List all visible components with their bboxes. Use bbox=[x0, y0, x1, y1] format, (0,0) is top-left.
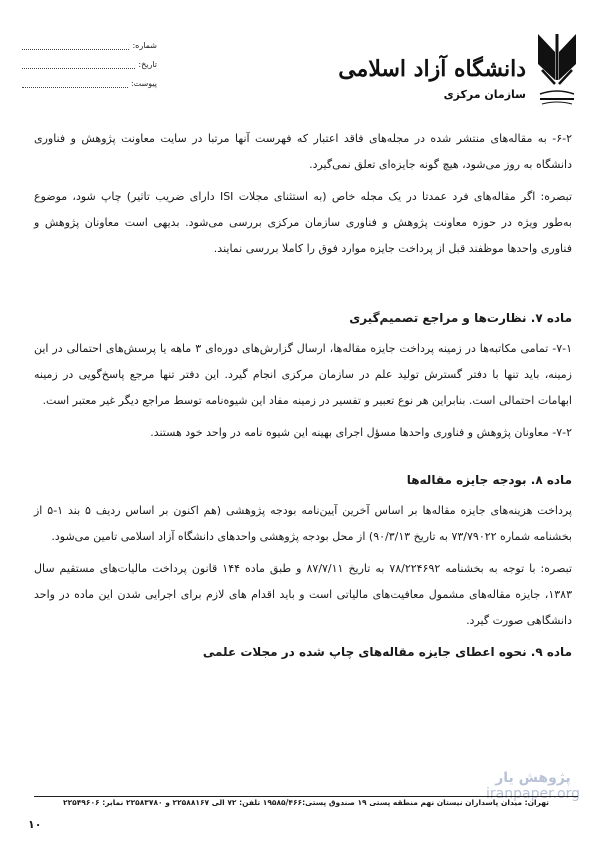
university-logo-icon bbox=[534, 30, 580, 110]
attachment-label: پیوست: bbox=[130, 79, 157, 88]
paragraph-7-1: ۷-۱- تمامی مکاتبه‌ها در زمینه پرداخت جایزه مقاله‌ها، ارسال گزارش‌های دوره‌ای ۳ ماهه یا پرسش‌های احتمالی در این زمینه، باید تنها با دفتر گسترش تولید علم در سازمان مرکزی انجام گیرد. این دفتر تنها مرجع پاسخ‌گویی در زمینه ابهامات احتمالی است. بنابراین هر نوع تعبیر و تفسیر در زمینه مفاد این شیوه‌نامه توسط مراجع دیگر غیر معتبر است. bbox=[34, 342, 573, 407]
document-body bbox=[34, 126, 572, 664]
section-heading-7: ماده ۷. نظارت‌ها و مراجع تصمیم‌گیری bbox=[349, 311, 572, 325]
university-name: دانشگاه آزاد اسلامی bbox=[338, 56, 526, 82]
footer-divider bbox=[34, 796, 578, 797]
footer-address: تهران: میدان پاسداران نیستان نهم منطقه پستی ۱۹ صندوق پستی:۱۹۵۸۵/۴۶۶ تلفن: ۷۲ الی ۲۲۵۸۸۱۶۷ و ۲۲۵۸۳۷۸۰ نمابر: ۲۲۵۴۹۶۰۶ bbox=[63, 798, 549, 807]
letter-meta-fields bbox=[22, 36, 157, 93]
paragraph-6-2: ۶-۲- به مقاله‌های منتشر شده در مجله‌های فاقد اعتبار که فهرست آنها مرتبا در سایت معاونت پژوهش و فناوری دانشگاه به روز می‌شود، هیچ گونه جایزه‌ای تعلق نمی‌گیرد. bbox=[34, 132, 572, 171]
page-number: ۱۰ bbox=[28, 818, 42, 831]
attachment-field bbox=[22, 74, 157, 93]
number-field bbox=[22, 36, 157, 55]
attachment-dots bbox=[22, 80, 128, 88]
watermark-text-fa: پژوهش یار bbox=[495, 770, 571, 786]
note-paragraph-1: تبصره: اگر مقاله‌های فرد عمدتا در یک مجله خاص (به استثنای مجلات ISI دارای ضریب تاثیر) چاپ شود، موضوع به‌طور ویژه در حوزه معاونت پژوهش و فناوری سازمان مرکزی بررسی می‌شود. بدیهی است معاونان پژوهش و فناوری واحدها موظفند قبل از پرداخت جایزه موارد فوق را کاملا بررسی نمایند. bbox=[34, 190, 573, 255]
paragraph-7-2: ۷-۲- معاونان پژوهش و فناوری واحدها مسؤل اجرای بهینه این شیوه نامه در واحد خود هستند. bbox=[150, 426, 572, 439]
number-label: شماره: bbox=[132, 41, 157, 50]
note-paragraph-2: تبصره: با توجه به بخشنامه ۷۸/۲۲۴۶۹۲ به تاریخ ۸۷/۷/۱۱ و طبق ماده ۱۴۴ قانون پرداخت مالیات‌های مستقیم سال ۱۳۸۳، جایزه مقاله‌های مشمول معافیت‌های مالیاتی است و باید اقدام های لازم برای اجرایی شدن این ماده در واحد دانشگاهی صورت گیرد. bbox=[34, 562, 573, 627]
paragraph-8: پرداخت هزینه‌های جایزه مقاله‌ها بر اساس آخرین آیین‌نامه بودجه پژوهشی (هم اکنون بر اساس ردیف ۵ بند ۱-۵ از بخشنامه شماره ۷۳/۷۹۰۲۲ به تاریخ ۹۰/۳/۱۳) از محل بودجه پژوهشی واحدهای دانشگاه آزاد اسلامی تامین می‌شود. bbox=[34, 504, 572, 543]
section-heading-9: ماده ۹. نحوه اعطای جایزه مقاله‌های چاپ شده در مجلات علمی bbox=[202, 645, 572, 659]
organization-name: سازمان مرکزی bbox=[443, 88, 526, 101]
number-dots bbox=[22, 42, 129, 50]
date-dots bbox=[22, 61, 135, 69]
date-field bbox=[22, 55, 157, 74]
watermark-text-en: iranpaper.org bbox=[486, 786, 580, 802]
section-heading-8: ماده ۸. بودجه جایزه مقاله‌ها bbox=[406, 473, 572, 487]
university-heading bbox=[338, 56, 526, 101]
date-label: تاریخ: bbox=[138, 60, 157, 69]
